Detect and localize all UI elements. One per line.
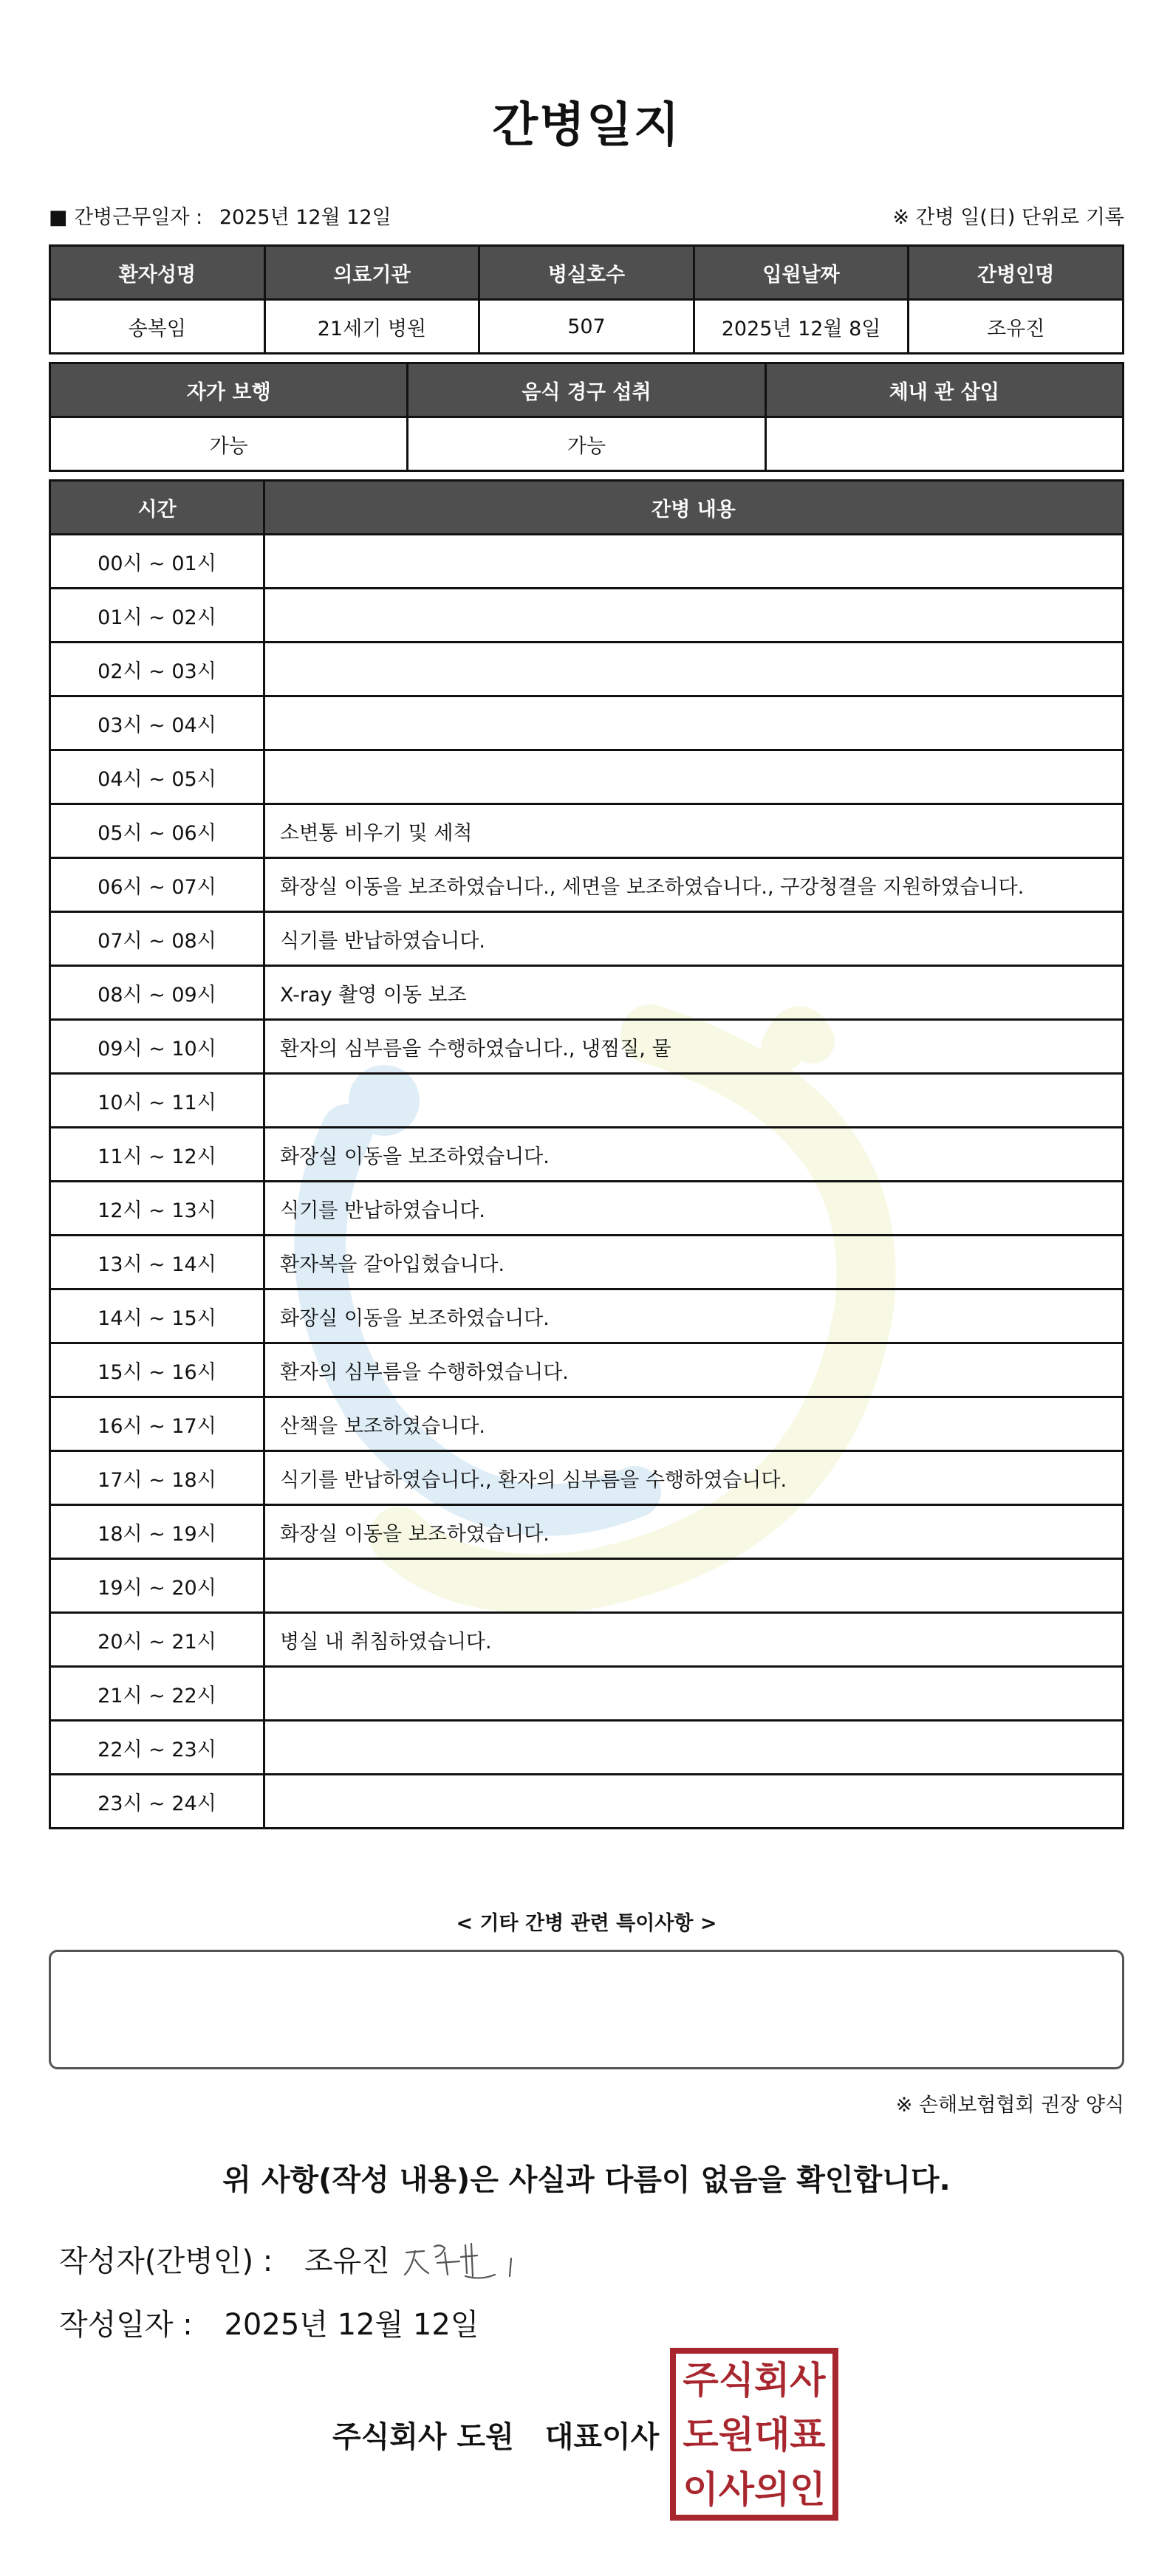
company-name: 주식회사 도원 [332, 2420, 514, 2454]
log-row [50, 1667, 1124, 1721]
header-care-content: 간병 내용 [264, 481, 1124, 535]
log-time: 14시 ~ 15시 [50, 1289, 264, 1343]
header-patient-name: 환자성명 [50, 246, 265, 300]
log-content: 환자복을 갈아입혔습니다. [264, 1236, 1124, 1289]
writer-label: 작성자(간병인) : [59, 2244, 273, 2278]
log-row [50, 1289, 1124, 1343]
log-row [50, 696, 1124, 750]
caregiver-name: 조유진 [909, 300, 1124, 354]
header-tube-insertion: 체내 관 삽입 [765, 363, 1123, 417]
log-row [50, 804, 1124, 858]
work-date [49, 201, 391, 230]
header-caregiver: 간병인명 [909, 246, 1124, 300]
log-content [264, 535, 1124, 589]
log-row [50, 966, 1124, 1020]
log-time: 18시 ~ 19시 [50, 1505, 264, 1559]
log-content: 화장실 이동을 보조하였습니다. [264, 1128, 1124, 1182]
log-row [50, 1128, 1124, 1182]
log-content: 화장실 이동을 보조하였습니다. [264, 1289, 1124, 1343]
log-row [50, 1559, 1124, 1613]
log-time: 21시 ~ 22시 [50, 1667, 264, 1721]
log-content: 환자의 심부름을 수행하였습니다. [264, 1343, 1124, 1397]
log-time: 04시 ~ 05시 [50, 750, 264, 804]
log-time: 22시 ~ 23시 [50, 1721, 264, 1775]
log-row [50, 535, 1124, 589]
log-row [50, 1343, 1124, 1397]
header-oral-intake: 음식 경구 섭취 [408, 363, 765, 417]
confirm-statement: 위 사항(작성 내용)은 사실과 다름이 없음을 확인합니다. [222, 2163, 951, 2197]
log-time: 10시 ~ 11시 [50, 1074, 264, 1128]
log-content: X-ray 촬영 이동 보조 [264, 966, 1124, 1020]
log-time: 20시 ~ 21시 [50, 1613, 264, 1667]
log-header-row [50, 481, 1124, 535]
log-time: 00시 ~ 01시 [50, 535, 264, 589]
log-row [50, 1236, 1124, 1289]
hospital: 21세기 병원 [264, 300, 479, 354]
header-admission-date: 입원날짜 [694, 246, 909, 300]
ability-header-row [50, 363, 1124, 417]
log-row [50, 589, 1124, 643]
log-time: 15시 ~ 16시 [50, 1343, 264, 1397]
log-row [50, 750, 1124, 804]
log-content [264, 1721, 1124, 1775]
log-row [50, 643, 1124, 696]
log-content: 화장실 이동을 보조하였습니다., 세면을 보조하였습니다., 구강청결을 지원하였습니다. [264, 858, 1124, 912]
log-time: 05시 ~ 06시 [50, 804, 264, 858]
tube-insertion-value [765, 417, 1123, 471]
log-content [264, 1667, 1124, 1721]
notes-box [49, 1950, 1124, 2069]
room-number: 507 [479, 300, 694, 354]
log-row [50, 1397, 1124, 1451]
svg-text:도원대표: 도원대표 [683, 2414, 826, 2456]
ability-value-row [50, 417, 1124, 471]
log-content: 병실 내 취침하였습니다. [264, 1613, 1124, 1667]
log-content [264, 643, 1124, 696]
log-time: 11시 ~ 12시 [50, 1128, 264, 1182]
log-content: 화장실 이동을 보조하였습니다. [264, 1505, 1124, 1559]
svg-text:주식회사: 주식회사 [683, 2359, 826, 2402]
work-date-value: 2025년 12월 12일 [219, 206, 391, 229]
log-row [50, 1020, 1124, 1074]
company-signature [332, 2414, 659, 2456]
log-row [50, 912, 1124, 966]
ceo-title: 대표이사 [544, 2420, 660, 2454]
write-date-line [59, 2301, 479, 2343]
log-body [50, 535, 1124, 1829]
log-content: 산책을 보조하였습니다. [264, 1397, 1124, 1451]
write-date-label: 작성일자 : [59, 2308, 193, 2342]
log-time: 17시 ~ 18시 [50, 1451, 264, 1505]
log-row [50, 1721, 1124, 1775]
care-log-table [49, 479, 1124, 1829]
log-row [50, 1451, 1124, 1505]
log-time: 09시 ~ 10시 [50, 1020, 264, 1074]
log-content: 식기를 반납하였습니다. [264, 912, 1124, 966]
notes-title: < 기타 간병 관련 특이사항 > [456, 1912, 717, 1935]
log-row [50, 1074, 1124, 1128]
handwritten-signature [399, 2230, 532, 2289]
patient-header-row [50, 246, 1124, 300]
work-date-label: ■ 간병근무일자 : [49, 206, 203, 229]
log-content [264, 1559, 1124, 1613]
ability-table [49, 362, 1124, 472]
write-date-value: 2025년 12월 12일 [224, 2308, 479, 2342]
log-content [264, 696, 1124, 750]
log-content: 식기를 반납하였습니다., 환자의 심부름을 수행하였습니다. [264, 1451, 1124, 1505]
log-content [264, 1775, 1124, 1829]
page-title: 간병일지 [492, 98, 681, 153]
log-time: 03시 ~ 04시 [50, 696, 264, 750]
recommend-note: ※ 손해보험협회 권장 양식 [895, 2094, 1124, 2117]
log-time: 06시 ~ 07시 [50, 858, 264, 912]
log-content: 소변통 비우기 및 세척 [264, 804, 1124, 858]
log-row [50, 1613, 1124, 1667]
log-row [50, 1775, 1124, 1829]
patient-info-table [49, 244, 1124, 354]
log-time: 19시 ~ 20시 [50, 1559, 264, 1613]
writer-line [59, 2238, 390, 2280]
log-time: 13시 ~ 14시 [50, 1236, 264, 1289]
log-row [50, 1182, 1124, 1236]
log-content [264, 1074, 1124, 1128]
patient-name: 송복임 [50, 300, 265, 354]
notes-content [51, 1952, 1122, 1976]
log-time: 07시 ~ 08시 [50, 912, 264, 966]
log-row [50, 1505, 1124, 1559]
log-time: 12시 ~ 13시 [50, 1182, 264, 1236]
log-content: 식기를 반납하였습니다. [264, 1182, 1124, 1236]
log-row [50, 858, 1124, 912]
log-time: 02시 ~ 03시 [50, 643, 264, 696]
log-time: 01시 ~ 02시 [50, 589, 264, 643]
log-time: 16시 ~ 17시 [50, 1397, 264, 1451]
log-time: 08시 ~ 09시 [50, 966, 264, 1020]
company-seal-icon [669, 2347, 839, 2521]
walking-value: 가능 [50, 417, 408, 471]
log-time: 23시 ~ 24시 [50, 1775, 264, 1829]
patient-value-row [50, 300, 1124, 354]
oral-intake-value: 가능 [408, 417, 765, 471]
header-time: 시간 [50, 481, 264, 535]
svg-text:이사의인: 이사의인 [683, 2468, 826, 2511]
admission-date: 2025년 12월 8일 [694, 300, 909, 354]
log-content [264, 589, 1124, 643]
log-content [264, 750, 1124, 804]
writer-name: 조유진 [304, 2244, 390, 2278]
log-content: 환자의 심부름을 수행하였습니다., 냉찜질, 물 [264, 1020, 1124, 1074]
daily-note: ※ 간병 일(日) 단위로 기록 [892, 206, 1124, 229]
header-hospital: 의료기관 [264, 246, 479, 300]
header-room: 병실호수 [479, 246, 694, 300]
header-walking: 자가 보행 [50, 363, 408, 417]
